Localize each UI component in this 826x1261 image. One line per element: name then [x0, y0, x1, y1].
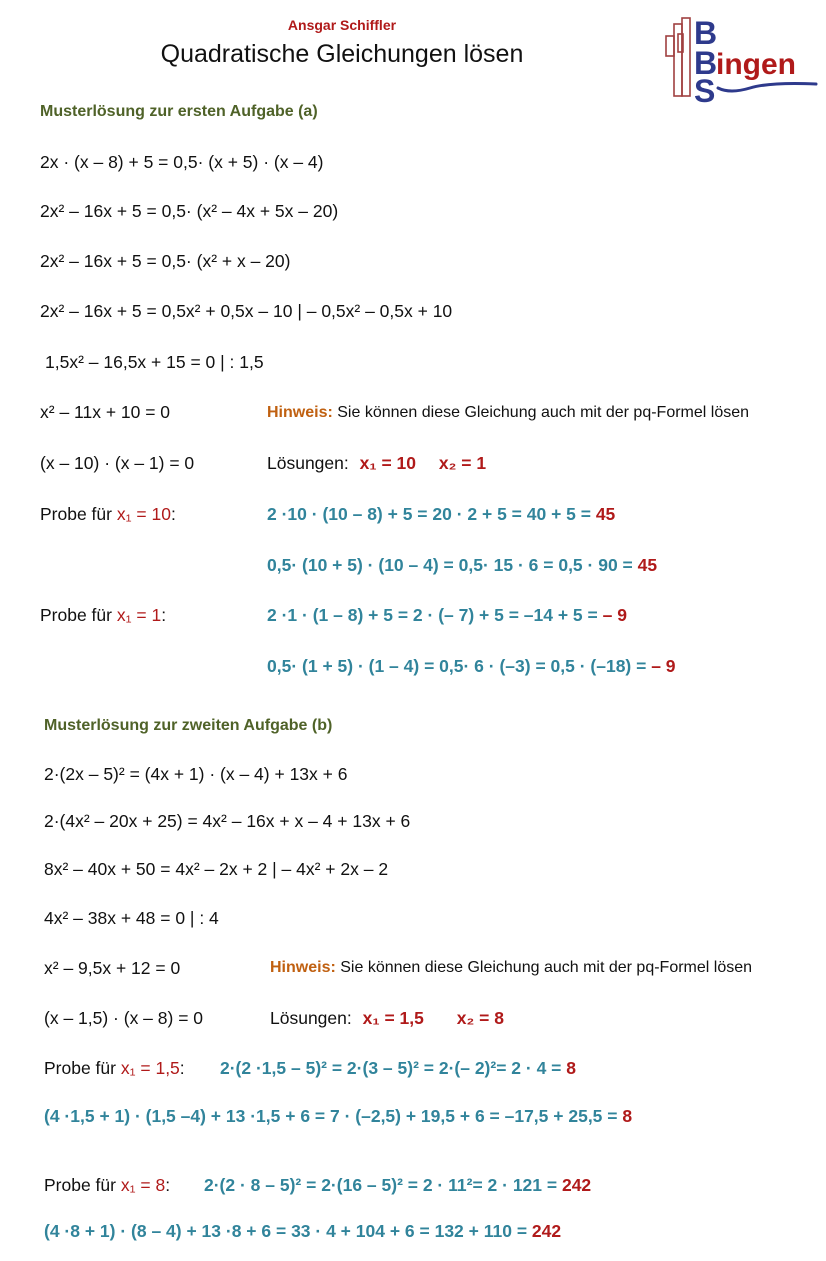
task-b-hint — [270, 959, 752, 977]
check-colon: : — [161, 605, 167, 625]
task-a-hint — [267, 404, 749, 422]
check-var: x₁ = 1,5 — [120, 1058, 180, 1078]
check-expression: (4 ·1,5 + 1) · (1,5 –4) + 13 ·1,5 + 6 = 7 · (–2,5) + 19,5 + 6 = –17,5 + 25,5 = — [44, 1106, 623, 1126]
check-expression: 2 ·1 · (1 – 8) + 5 = 2 · (– 7) + 5 = –14 + 5 = — [267, 605, 603, 625]
task-b-check1-label — [44, 1058, 185, 1079]
task-b-heading: Musterlösung zur zweiten Aufgabe (b) — [44, 717, 333, 734]
logo-letter-s: S — [694, 73, 716, 104]
task-b-step-3: 8x² – 40x + 50 = 4x² – 2x + 2 | – 4x² + 2x – 2 — [44, 859, 389, 879]
check-result: – 9 — [651, 656, 676, 676]
hint-label: Hinweis: — [267, 404, 333, 421]
task-b-step-2: 2·(4x² – 20x + 25) = 4x² – 16x + x – 4 + 13x + 6 — [44, 811, 411, 831]
task-b-check2-right — [44, 1221, 561, 1242]
task-a-heading: Musterlösung zur ersten Aufgabe (a) — [40, 103, 318, 120]
logo-word: ingen — [716, 48, 796, 81]
check-var: x₁ = 1 — [116, 605, 162, 625]
check-label: Probe für — [40, 605, 117, 625]
check-var: x₁ = 10 — [116, 504, 171, 524]
check-colon: : — [170, 504, 176, 524]
task-b-solutions — [270, 1008, 504, 1029]
solutions-label: Lösungen: — [267, 453, 349, 473]
check-expression: 2·(2 · 8 – 5)² = 2·(16 – 5)² = 2 · 11²= 2 · 121 = — [204, 1175, 562, 1195]
task-a-step-3: 2x² – 16x + 5 = 0,5· (x² + x – 20) — [40, 251, 291, 271]
check-colon: : — [179, 1058, 185, 1078]
page-title: Quadratische Gleichungen lösen — [160, 40, 524, 68]
task-a-check1-right — [267, 555, 657, 576]
check-label: Probe für — [44, 1058, 121, 1078]
check-result: 8 — [622, 1106, 633, 1126]
task-a-check1-label — [40, 504, 176, 525]
hint-text: Sie können diese Gleichung auch mit der pq-Formel lösen — [335, 959, 753, 976]
solutions-label: Lösungen: — [270, 1008, 352, 1028]
check-colon: : — [165, 1175, 171, 1195]
task-a-check1-left — [267, 504, 615, 525]
bbs-bingen-logo — [660, 14, 818, 104]
task-a-step-6: x² – 11x + 10 = 0 — [40, 402, 171, 422]
check-expression: 2·(2 ·1,5 – 5)² = 2·(3 – 5)² = 2·(– 2)²= 2 · 4 = — [220, 1058, 567, 1078]
solution-x2: x₂ = 1 — [438, 453, 487, 473]
building-icon — [666, 18, 690, 96]
check-result: 45 — [637, 555, 658, 575]
logo-letter-b2: B — [694, 45, 718, 81]
task-a-check2-right — [267, 656, 676, 677]
solution-x1: x₁ = 1,5 — [362, 1008, 424, 1028]
task-b-check1-right — [44, 1106, 632, 1127]
check-result: 242 — [561, 1175, 592, 1195]
hint-label: Hinweis: — [270, 959, 336, 976]
solution-x1: x₁ = 10 — [359, 453, 417, 473]
check-expression: (4 ·8 + 1) · (8 – 4) + 13 ·8 + 6 = 33 · 4 + 104 + 6 = 132 + 110 = — [44, 1221, 532, 1241]
check-expression: 0,5· (1 + 5) · (1 – 4) = 0,5· 6 · (–3) = 0,5 · (–18) = — [267, 656, 652, 676]
task-a-step-5: 1,5x² – 16,5x + 15 = 0 | : 1,5 — [45, 352, 264, 372]
task-b-step-5: x² – 9,5x + 12 = 0 — [44, 958, 181, 978]
check-result: 45 — [595, 504, 616, 524]
task-a-check2-left — [267, 605, 627, 626]
solution-x2: x₂ = 8 — [456, 1008, 504, 1028]
task-b-check1-left — [220, 1058, 576, 1079]
task-b-step-1: 2·(2x – 5)² = (4x + 1) · (x – 4) + 13x + 6 — [44, 764, 348, 784]
hint-text: Sie können diese Gleichung auch mit der pq-Formel lösen — [332, 404, 750, 421]
check-expression: 0,5· (10 + 5) · (10 – 4) = 0,5· 15 · 6 = 0,5 · 90 = — [267, 555, 638, 575]
task-a-step-4: 2x² – 16x + 5 = 0,5x² + 0,5x – 10 | – 0,5x² – 0,5x + 10 — [40, 301, 453, 321]
wave-icon — [718, 84, 816, 92]
task-a-step-2: 2x² – 16x + 5 = 0,5· (x² – 4x + 5x – 20) — [40, 201, 339, 221]
task-b-check2-label — [44, 1175, 170, 1196]
task-a-step-1: 2x · (x – 8) + 5 = 0,5· (x + 5) · (x – 4) — [40, 152, 324, 172]
check-label: Probe für — [44, 1175, 121, 1195]
check-result: 242 — [531, 1221, 562, 1241]
check-result: – 9 — [602, 605, 627, 625]
task-a-solutions — [267, 453, 486, 474]
task-a-step-7: (x – 10) · (x – 1) = 0 — [40, 453, 195, 473]
check-result: 8 — [566, 1058, 576, 1078]
check-var: x₁ = 8 — [120, 1175, 166, 1195]
task-a-check2-label — [40, 605, 166, 626]
check-expression: 2 ·10 · (10 – 8) + 5 = 20 · 2 + 5 = 40 + 5 = — [267, 504, 596, 524]
logo-letter-b1: B — [694, 15, 718, 51]
task-b-check2-left — [204, 1175, 591, 1196]
check-label: Probe für — [40, 504, 117, 524]
task-b-step-4: 4x² – 38x + 48 = 0 | : 4 — [44, 908, 219, 928]
task-b-step-6: (x – 1,5) · (x – 8) = 0 — [44, 1008, 204, 1028]
author-name: Ansgar Schiffler — [287, 17, 397, 33]
